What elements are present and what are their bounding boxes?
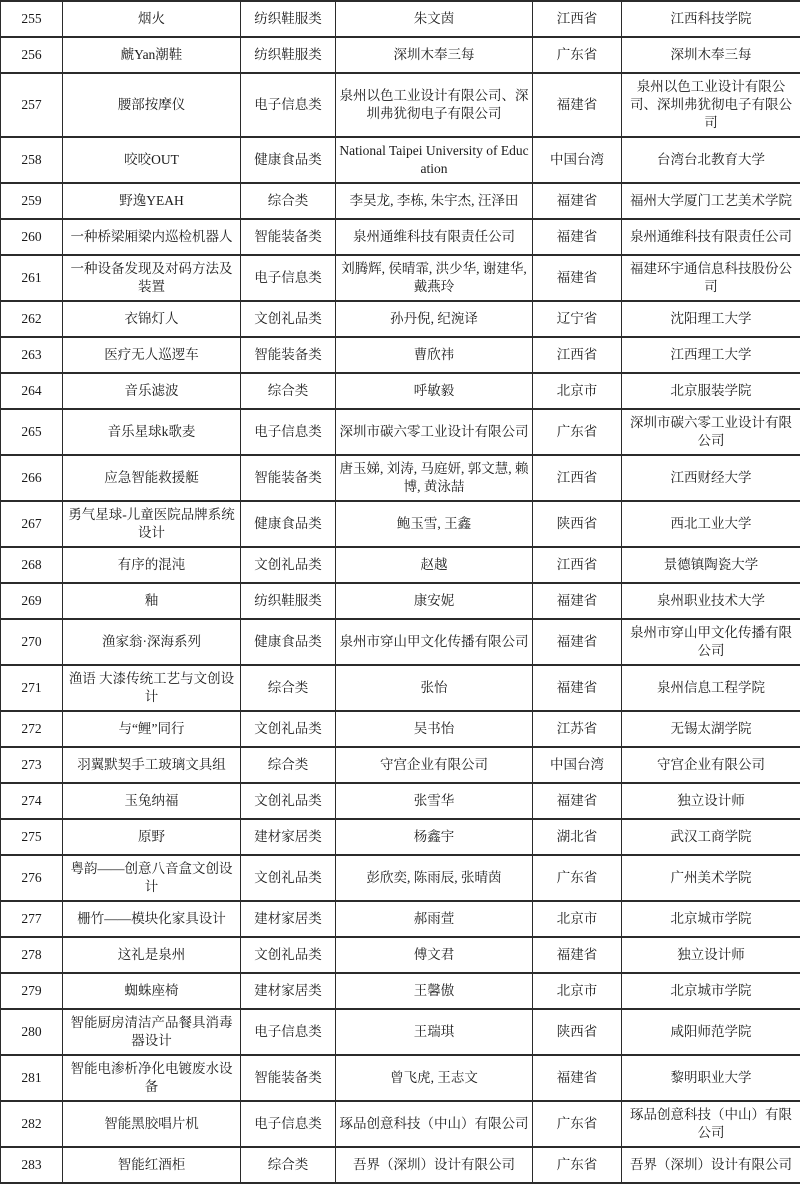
- cell-province: 广东省: [533, 37, 622, 73]
- cell-province: 福建省: [533, 183, 622, 219]
- cell-no: 274: [1, 783, 63, 819]
- cell-author: National Taipei University of Education: [336, 137, 533, 183]
- cell-category: 电子信息类: [241, 1009, 336, 1055]
- cell-name: 渔语 大漆传统工艺与文创设计: [63, 665, 241, 711]
- cell-province: 福建省: [533, 665, 622, 711]
- cell-institution: 泉州以色工业设计有限公司、深圳弗犹彻电子有限公司: [622, 73, 800, 137]
- cell-institution: 深圳市碳六零工业设计有限公司: [622, 409, 800, 455]
- cell-no: 267: [1, 501, 63, 547]
- cell-name: 与“鲤”同行: [63, 711, 241, 747]
- table-row: [1, 183, 800, 219]
- cell-province: 福建省: [533, 73, 622, 137]
- cell-name: 野逸YEAH: [63, 183, 241, 219]
- cell-category: 建材家居类: [241, 901, 336, 937]
- cell-author: 鲍玉雪, 王鑫: [336, 501, 533, 547]
- table-row: [1, 373, 800, 409]
- cell-category: 电子信息类: [241, 255, 336, 301]
- cell-name: 一种桥梁厢梁内巡检机器人: [63, 219, 241, 255]
- cell-no: 261: [1, 255, 63, 301]
- cell-province: 江苏省: [533, 711, 622, 747]
- cell-institution: 黎明职业大学: [622, 1055, 800, 1101]
- cell-province: 福建省: [533, 1055, 622, 1101]
- table-row: [1, 1101, 800, 1147]
- cell-no: 279: [1, 973, 63, 1009]
- cell-category: 文创礼品类: [241, 711, 336, 747]
- cell-institution: 泉州职业技术大学: [622, 583, 800, 619]
- table-row: [1, 711, 800, 747]
- cell-institution: 福建环宇通信息科技股份公司: [622, 255, 800, 301]
- table-row: [1, 409, 800, 455]
- cell-no: 281: [1, 1055, 63, 1101]
- cell-no: 257: [1, 73, 63, 137]
- cell-category: 文创礼品类: [241, 301, 336, 337]
- cell-no: 262: [1, 301, 63, 337]
- cell-institution: 独立设计师: [622, 937, 800, 973]
- cell-no: 283: [1, 1147, 63, 1183]
- cell-category: 综合类: [241, 373, 336, 409]
- cell-category: 电子信息类: [241, 1101, 336, 1147]
- cell-author: 郝雨萱: [336, 901, 533, 937]
- cell-name: 原野: [63, 819, 241, 855]
- cell-author: 吴书怡: [336, 711, 533, 747]
- table-row: [1, 547, 800, 583]
- cell-no: 266: [1, 455, 63, 501]
- cell-institution: 江西理工大学: [622, 337, 800, 373]
- cell-author: 深圳市碳六零工业设计有限公司: [336, 409, 533, 455]
- cell-category: 综合类: [241, 183, 336, 219]
- table-row: [1, 747, 800, 783]
- cell-category: 健康食品类: [241, 619, 336, 665]
- cell-author: 泉州通维科技有限责任公司: [336, 219, 533, 255]
- cell-no: 269: [1, 583, 63, 619]
- cell-institution: 广州美术学院: [622, 855, 800, 901]
- cell-institution: 西北工业大学: [622, 501, 800, 547]
- cell-name: 智能黑胶唱片机: [63, 1101, 241, 1147]
- cell-author: 杨鑫宇: [336, 819, 533, 855]
- cell-province: 北京市: [533, 373, 622, 409]
- cell-no: 268: [1, 547, 63, 583]
- cell-province: 江西省: [533, 455, 622, 501]
- table-row: [1, 619, 800, 665]
- cell-province: 广东省: [533, 1101, 622, 1147]
- cell-author: 泉州市穿山甲文化传播有限公司: [336, 619, 533, 665]
- cell-author: 朱文茵: [336, 1, 533, 37]
- cell-name: 一种设备发现及对码方法及装置: [63, 255, 241, 301]
- table-body: [1, 1, 800, 1183]
- cell-category: 智能装备类: [241, 1055, 336, 1101]
- cell-category: 文创礼品类: [241, 783, 336, 819]
- cell-province: 江西省: [533, 337, 622, 373]
- cell-no: 273: [1, 747, 63, 783]
- cell-institution: 北京服装学院: [622, 373, 800, 409]
- cell-author: 张雪华: [336, 783, 533, 819]
- cell-province: 陕西省: [533, 1009, 622, 1055]
- cell-author: 王馨傲: [336, 973, 533, 1009]
- cell-province: 中国台湾: [533, 747, 622, 783]
- cell-author: 傅文君: [336, 937, 533, 973]
- cell-category: 纺织鞋服类: [241, 37, 336, 73]
- cell-institution: 守宫企业有限公司: [622, 747, 800, 783]
- cell-province: 福建省: [533, 583, 622, 619]
- cell-no: 278: [1, 937, 63, 973]
- cell-no: 255: [1, 1, 63, 37]
- cell-category: 综合类: [241, 747, 336, 783]
- cell-author: 王瑞琪: [336, 1009, 533, 1055]
- cell-institution: 深圳木奉三每: [622, 37, 800, 73]
- cell-province: 福建省: [533, 255, 622, 301]
- cell-category: 纺织鞋服类: [241, 583, 336, 619]
- cell-province: 福建省: [533, 219, 622, 255]
- cell-no: 282: [1, 1101, 63, 1147]
- cell-no: 258: [1, 137, 63, 183]
- table-row: [1, 1055, 800, 1101]
- cell-category: 电子信息类: [241, 409, 336, 455]
- table-row: [1, 301, 800, 337]
- cell-institution: 咸阳师范学院: [622, 1009, 800, 1055]
- cell-name: 有序的混沌: [63, 547, 241, 583]
- cell-category: 智能装备类: [241, 219, 336, 255]
- cell-name: 渔家翁·深海系列: [63, 619, 241, 665]
- cell-no: 272: [1, 711, 63, 747]
- table-row: [1, 937, 800, 973]
- cell-author: 深圳木奉三每: [336, 37, 533, 73]
- cell-no: 265: [1, 409, 63, 455]
- cell-name: 栅竹——模块化家具设计: [63, 901, 241, 937]
- cell-institution: 江西科技学院: [622, 1, 800, 37]
- cell-author: 刘腾辉, 侯晴霏, 洪少华, 谢建华, 戴燕玲: [336, 255, 533, 301]
- cell-institution: 沈阳理工大学: [622, 301, 800, 337]
- cell-name: 医疗无人巡逻车: [63, 337, 241, 373]
- cell-category: 智能装备类: [241, 337, 336, 373]
- table-row: [1, 1147, 800, 1183]
- cell-institution: 台湾台北教育大学: [622, 137, 800, 183]
- cell-name: 音乐滤波: [63, 373, 241, 409]
- cell-author: 张怡: [336, 665, 533, 711]
- cell-province: 中国台湾: [533, 137, 622, 183]
- cell-name: 羽翼默契手工玻璃文具组: [63, 747, 241, 783]
- cell-province: 福建省: [533, 619, 622, 665]
- table-row: [1, 337, 800, 373]
- cell-name: 咬咬OUT: [63, 137, 241, 183]
- cell-category: 智能装备类: [241, 455, 336, 501]
- table-row: [1, 973, 800, 1009]
- cell-province: 江西省: [533, 547, 622, 583]
- cell-no: 277: [1, 901, 63, 937]
- cell-author: 曹欣祎: [336, 337, 533, 373]
- cell-institution: 武汉工商学院: [622, 819, 800, 855]
- cell-no: 275: [1, 819, 63, 855]
- cell-author: 唐玉娣, 刘涛, 马庭妍, 郭文慧, 赖博, 黄泳喆: [336, 455, 533, 501]
- cell-author: 孙丹倪, 纪涴译: [336, 301, 533, 337]
- cell-category: 纺织鞋服类: [241, 1, 336, 37]
- cell-category: 文创礼品类: [241, 547, 336, 583]
- table-row: [1, 1009, 800, 1055]
- cell-category: 建材家居类: [241, 819, 336, 855]
- cell-province: 广东省: [533, 409, 622, 455]
- cell-province: 福建省: [533, 937, 622, 973]
- cell-institution: 独立设计师: [622, 783, 800, 819]
- table-row: [1, 855, 800, 901]
- cell-institution: 琢品创意科技（中山）有限公司: [622, 1101, 800, 1147]
- cell-name: 这礼是泉州: [63, 937, 241, 973]
- cell-no: 263: [1, 337, 63, 373]
- cell-province: 广东省: [533, 1147, 622, 1183]
- cell-name: 烟火: [63, 1, 241, 37]
- cell-author: 琢品创意科技（中山）有限公司: [336, 1101, 533, 1147]
- table-row: [1, 819, 800, 855]
- cell-category: 电子信息类: [241, 73, 336, 137]
- cell-name: 玉兔纳福: [63, 783, 241, 819]
- table-row: [1, 501, 800, 547]
- cell-name: 粤韵——创意八音盒文创设计: [63, 855, 241, 901]
- cell-category: 健康食品类: [241, 137, 336, 183]
- cell-name: 应急智能救援艇: [63, 455, 241, 501]
- cell-no: 264: [1, 373, 63, 409]
- table-row: [1, 255, 800, 301]
- cell-province: 北京市: [533, 901, 622, 937]
- table-row: [1, 73, 800, 137]
- cell-province: 江西省: [533, 1, 622, 37]
- cell-name: 釉: [63, 583, 241, 619]
- cell-author: 呼敏毅: [336, 373, 533, 409]
- table-row: [1, 783, 800, 819]
- cell-category: 综合类: [241, 1147, 336, 1183]
- table-row: [1, 901, 800, 937]
- cell-author: 曾飞虎, 王志文: [336, 1055, 533, 1101]
- table-row: [1, 455, 800, 501]
- table-row: [1, 583, 800, 619]
- cell-institution: 北京城市学院: [622, 973, 800, 1009]
- cell-author: 彭欣奕, 陈雨辰, 张晴茵: [336, 855, 533, 901]
- cell-no: 260: [1, 219, 63, 255]
- table-row: [1, 219, 800, 255]
- cell-category: 建材家居类: [241, 973, 336, 1009]
- cell-name: 虤Yan潮鞋: [63, 37, 241, 73]
- cell-category: 综合类: [241, 665, 336, 711]
- cell-name: 腰部按摩仪: [63, 73, 241, 137]
- cell-province: 陕西省: [533, 501, 622, 547]
- cell-no: 280: [1, 1009, 63, 1055]
- cell-province: 广东省: [533, 855, 622, 901]
- cell-author: 泉州以色工业设计有限公司、深圳弗犹彻电子有限公司: [336, 73, 533, 137]
- cell-institution: 北京城市学院: [622, 901, 800, 937]
- cell-province: 福建省: [533, 783, 622, 819]
- table-row: [1, 137, 800, 183]
- cell-author: 赵越: [336, 547, 533, 583]
- cell-institution: 泉州通维科技有限责任公司: [622, 219, 800, 255]
- cell-name: 智能厨房清洁产品餐具消毒器设计: [63, 1009, 241, 1055]
- cell-category: 文创礼品类: [241, 937, 336, 973]
- cell-author: 吾界（深圳）设计有限公司: [336, 1147, 533, 1183]
- cell-institution: 泉州信息工程学院: [622, 665, 800, 711]
- cell-institution: 吾界（深圳）设计有限公司: [622, 1147, 800, 1183]
- cell-province: 北京市: [533, 973, 622, 1009]
- table-row: [1, 665, 800, 711]
- cell-name: 蜘蛛座椅: [63, 973, 241, 1009]
- cell-institution: 景德镇陶瓷大学: [622, 547, 800, 583]
- table-row: [1, 37, 800, 73]
- cell-no: 270: [1, 619, 63, 665]
- cell-author: 守宫企业有限公司: [336, 747, 533, 783]
- cell-no: 276: [1, 855, 63, 901]
- cell-institution: 泉州市穿山甲文化传播有限公司: [622, 619, 800, 665]
- cell-name: 智能红酒柜: [63, 1147, 241, 1183]
- cell-institution: 福州大学厦门工艺美术学院: [622, 183, 800, 219]
- cell-no: 256: [1, 37, 63, 73]
- cell-category: 文创礼品类: [241, 855, 336, 901]
- cell-no: 259: [1, 183, 63, 219]
- cell-category: 健康食品类: [241, 501, 336, 547]
- cell-name: 勇气星球-儿童医院品牌系统设计: [63, 501, 241, 547]
- cell-name: 音乐星球k歌麦: [63, 409, 241, 455]
- cell-province: 辽宁省: [533, 301, 622, 337]
- cell-name: 智能电渗析净化电镀废水设备: [63, 1055, 241, 1101]
- cell-author: 李昊龙, 李栋, 朱宇杰, 汪泽田: [336, 183, 533, 219]
- cell-institution: 江西财经大学: [622, 455, 800, 501]
- cell-province: 湖北省: [533, 819, 622, 855]
- table-row: [1, 1, 800, 37]
- cell-name: 衣锦灯人: [63, 301, 241, 337]
- cell-author: 康安妮: [336, 583, 533, 619]
- cell-institution: 无锡太湖学院: [622, 711, 800, 747]
- cell-no: 271: [1, 665, 63, 711]
